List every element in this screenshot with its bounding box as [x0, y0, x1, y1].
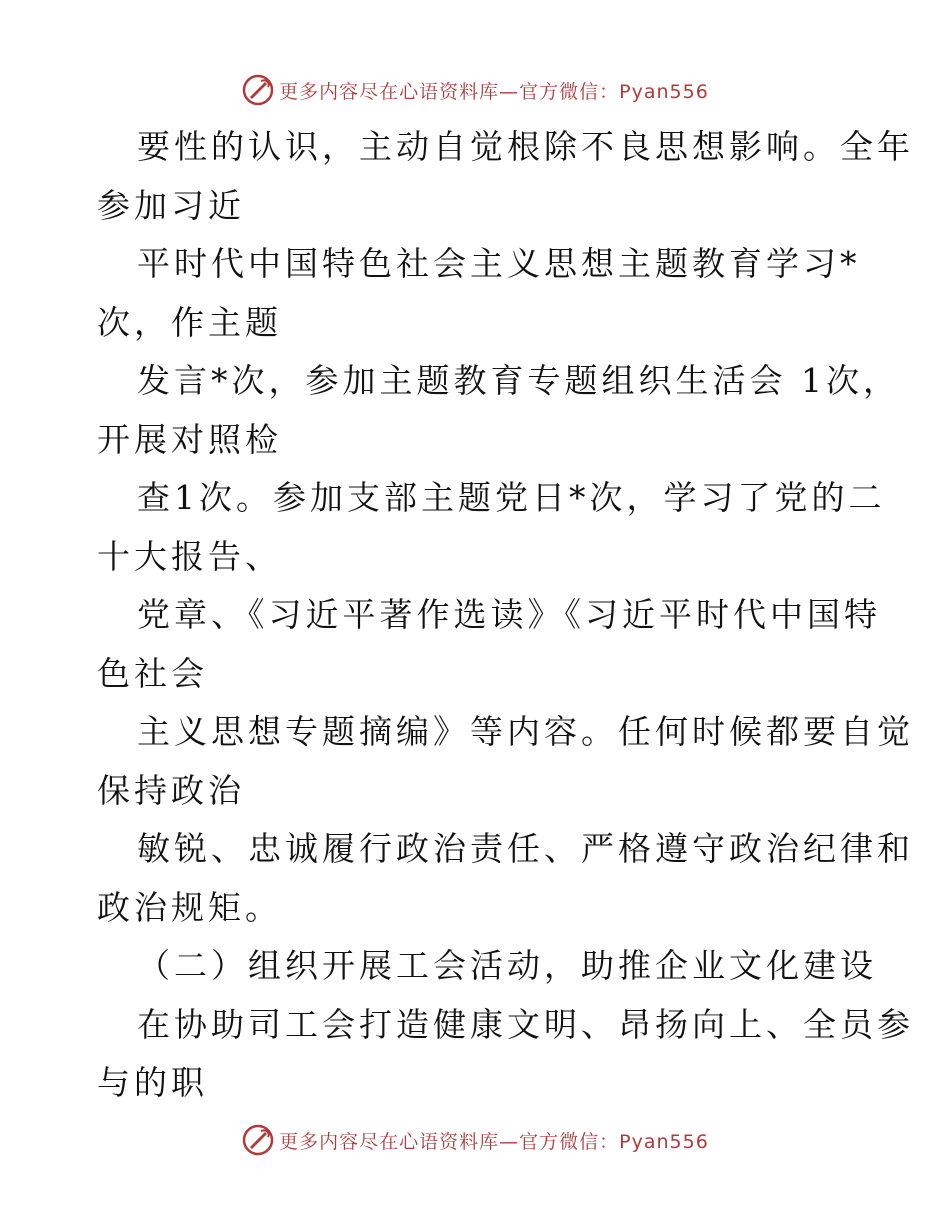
body-line: 次，作主题	[97, 302, 282, 342]
body-line: 主义思想专题摘编》等内容。任何时候都要自觉	[137, 712, 914, 751]
quill-logo-icon	[241, 73, 275, 107]
body-line: 平时代中国特色社会主义思想主题教育学习*	[137, 244, 861, 283]
watermark-header	[0, 70, 950, 110]
body-line: 党章、《习近平著作选读》《习近平时代中国特	[137, 595, 881, 634]
body-line: 色社会	[97, 653, 208, 693]
body-line: 要性的认识，主动自觉根除不良思想影响。全年	[137, 127, 914, 166]
body-line: 开展对照检	[97, 419, 282, 459]
body-line: 在协助司工会打造健康文明、昂扬向上、全员参	[137, 1004, 914, 1044]
watermark-text: 更多内容尽在心语资料库—官方微信：Pyan556	[279, 1130, 709, 1153]
document-body	[97, 118, 914, 1113]
quill-logo-icon	[241, 1123, 275, 1157]
body-line: 敏锐、忠诚履行政治责任、严格遵守政治纪律和	[137, 829, 914, 868]
body-line: 保持政治	[97, 770, 245, 810]
watermark-text: 更多内容尽在心语资料库—官方微信：Pyan556	[279, 80, 709, 103]
body-line: 参加习近	[97, 185, 245, 225]
section-heading: （二）组织开展工会活动，助推企业文化建设	[137, 946, 877, 985]
body-line: 十大报告、	[97, 536, 282, 576]
watermark-footer	[0, 1120, 950, 1160]
body-line: 与的职	[97, 1063, 208, 1102]
body-line: 政治规矩。	[97, 887, 282, 927]
body-line: 发言*次，参加主题教育专题组织生活会 1次，	[137, 361, 900, 400]
body-line: 查1次。参加支部主题党日*次，学习了党的二	[137, 478, 886, 517]
